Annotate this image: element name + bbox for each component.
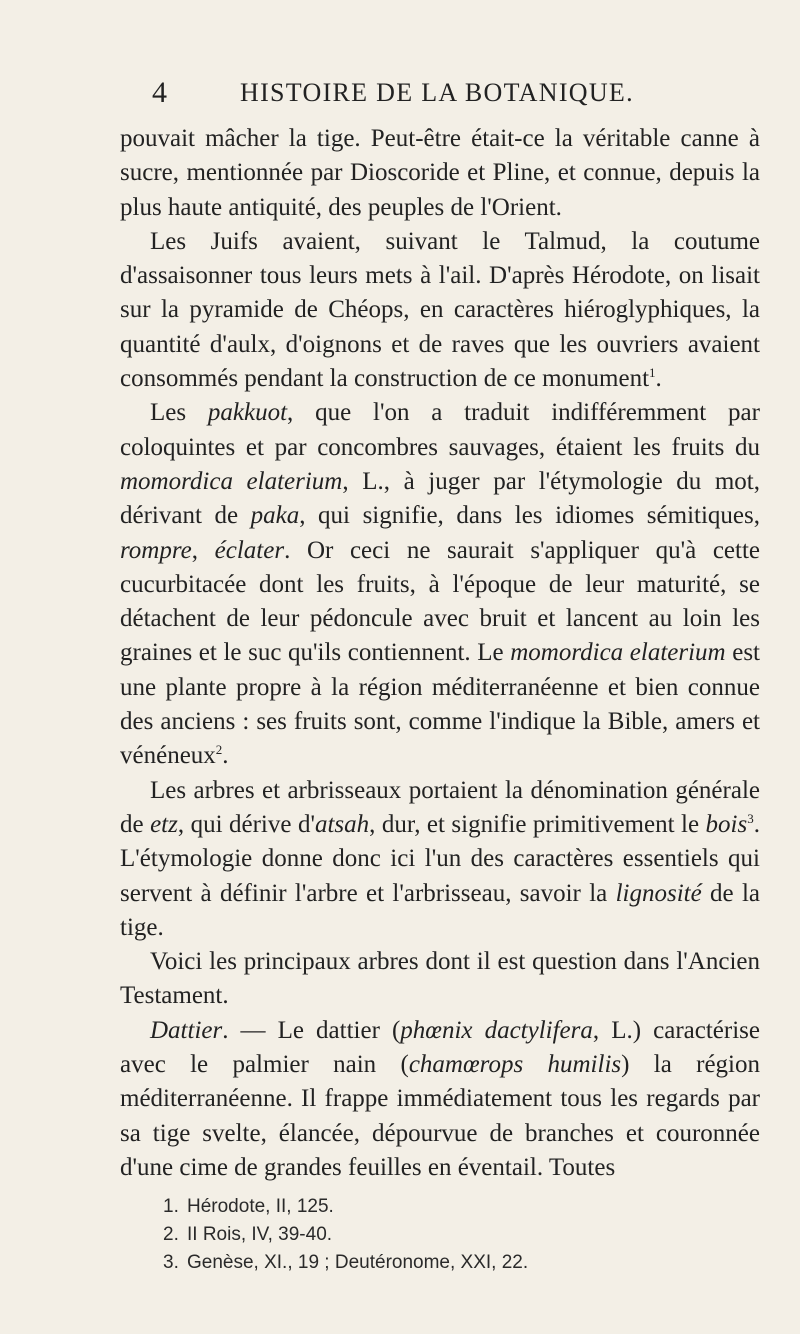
footnote [163, 1193, 723, 1221]
text-run: , qui signifie, dans les idiomes sémitiques, [299, 502, 760, 530]
footnote-text: Hérodote, II, 125. [187, 1196, 334, 1217]
text-run: , qui dérive d' [177, 810, 315, 838]
paragraph-6 [120, 1014, 760, 1185]
paragraph-1 [120, 122, 760, 225]
text-run: , que l'on a traduit indifféremment par coloquintes et par concombres sauvages, étaient les fruits du [120, 399, 760, 461]
footnotes [163, 1193, 723, 1277]
italic-term: atsah [314, 810, 370, 838]
italic-term: éclater [214, 536, 285, 564]
text-run: Les [150, 399, 208, 427]
italic-term: etz [150, 810, 178, 838]
footnote-ref-3: 3 [747, 810, 754, 826]
paragraph-5 [120, 945, 760, 1014]
italic-term: pakkuot [207, 399, 288, 427]
footnote-text: II Rois, IV, 39-40. [187, 1224, 333, 1245]
text-run: . Or ceci ne saurait s'appliquer qu'à cette cucurbitacée dont les fruits, à l'époque de leur maturité, se détachent de leur pédoncule avec bruit et lancent au loin les graines et le suc qu'ils contiennent. Le [120, 536, 761, 667]
main-text [120, 122, 760, 1185]
footnote-number: 1. [163, 1196, 179, 1217]
italic-term: momordica elaterium [510, 639, 726, 667]
paragraph-4 [120, 774, 760, 945]
italic-term: phœnix dactylifera [400, 1016, 593, 1044]
footnote-ref-1: 1 [649, 365, 656, 381]
italic-term: lignosité [615, 879, 702, 907]
italic-term: momordica elaterium [120, 467, 343, 495]
text-run: Les arbres et arbrisseaux portaient la dénomination générale de [120, 776, 760, 838]
text-run: , [191, 536, 215, 564]
italic-term: bois [705, 810, 748, 838]
text-run: . L'étymologie donne donc ici l'un des caractères essentiels qui servent à définir l'arbre et l'arbrisseau, savoir la [120, 810, 760, 907]
footnote-ref-2: 2 [215, 742, 223, 758]
footnote [163, 1221, 723, 1249]
footnote [163, 1249, 723, 1277]
running-title: HISTOIRE DE LA BOTANIQUE. [240, 78, 634, 107]
paragraph-2: Les Juifs avaient, suivant le Talmud, la coutume d'assaisonner tous leurs mets à l'ail. D'après Hérodote, on lisait sur la pyramide de Chéops, en caractères hiéroglyphiques, la quantité d'aulx, d'oignons et de raves que les ouvriers avaient consommés pendant la construction de ce monument$^1$. [120, 227, 760, 393]
paragraph-2-text: Les Juifs avaient, suivant le Talmud, la coutume d'assaisonner tous leurs mets à l'ail. D'après Hérodote, on lisait sur la pyramide de Chéops, en caractères hiéroglyphiques, la quantité d'aulx, d'oignons et de raves que les ouvriers avaient consommés pendant la construction de ce monument [120, 227, 760, 393]
text-run: de la tige. [120, 879, 761, 941]
footnote-number: 3. [163, 1252, 179, 1273]
italic-term: paka [250, 502, 300, 530]
page-number: 4 [152, 76, 167, 109]
paragraph-1-text: pouvait mâcher la tige. Peut-être était-ce la véritable canne à sucre, mentionnée par Dioscoride et Pline, et connue, depuis la plus haute antiquité, des peuples de l'Orient. [120, 125, 760, 221]
text-run: ) la région méditerranéenne. Il frappe immédiatement tous les regards par sa tige svelte, élancée, dépourvue de branches et couronnée d'une cime de grandes feuilles en éventail. Toutes [120, 1051, 760, 1181]
italic-term: chamœrops humilis [408, 1051, 622, 1079]
text-run: , dur, et signifie primitivement le [369, 810, 706, 838]
page-header [0, 74, 800, 114]
footnote-text: Genèse, XI., 19 ; Deutéronome, XXI, 22. [187, 1252, 529, 1273]
text-run: est une plante propre à la région méditerranéenne et bien connue des anciens : ses fruits sont, comme l'indique la Bible, amers et vénéneux [120, 639, 760, 770]
text-run: . — Le dattier ( [222, 1016, 401, 1044]
italic-term: rompre [120, 536, 192, 564]
italic-term: Dattier [150, 1016, 223, 1044]
text-run: , L., à juger par l'étymologie du mot, dérivant de [120, 467, 760, 530]
paragraph-5-text: Voici les principaux arbres dont il est question dans l'Ancien Testament. [120, 948, 760, 1010]
footnote-number: 2. [163, 1224, 179, 1245]
paragraph-3: Les pakkuot, que l'on a traduit indifféremment par coloquintes et par concombres sauvages, étaient les fruits du momordica elaterium, L., à juger par l'étymologie du mot, dérivant de paka, qui signifie, dans les idiomes sémitiques, rompre, éclater. Or ceci ne saurait s'appliquer qu'à cette cucurbitacée dont les fruits, à l'époque de leur maturité, se détachent de leur pédoncule avec bruit et lancent au loin les graines et le suc qu'ils contiennent. Le momordica elaterium est une plante propre à la région méditerranéenne et bien connue des anciens : ses fruits sont, comme l'indique la Bible, amers et vénéneux$^2$. [120, 399, 761, 770]
text-run: , L.) caractérise avec le palmier nain ( [120, 1016, 760, 1079]
